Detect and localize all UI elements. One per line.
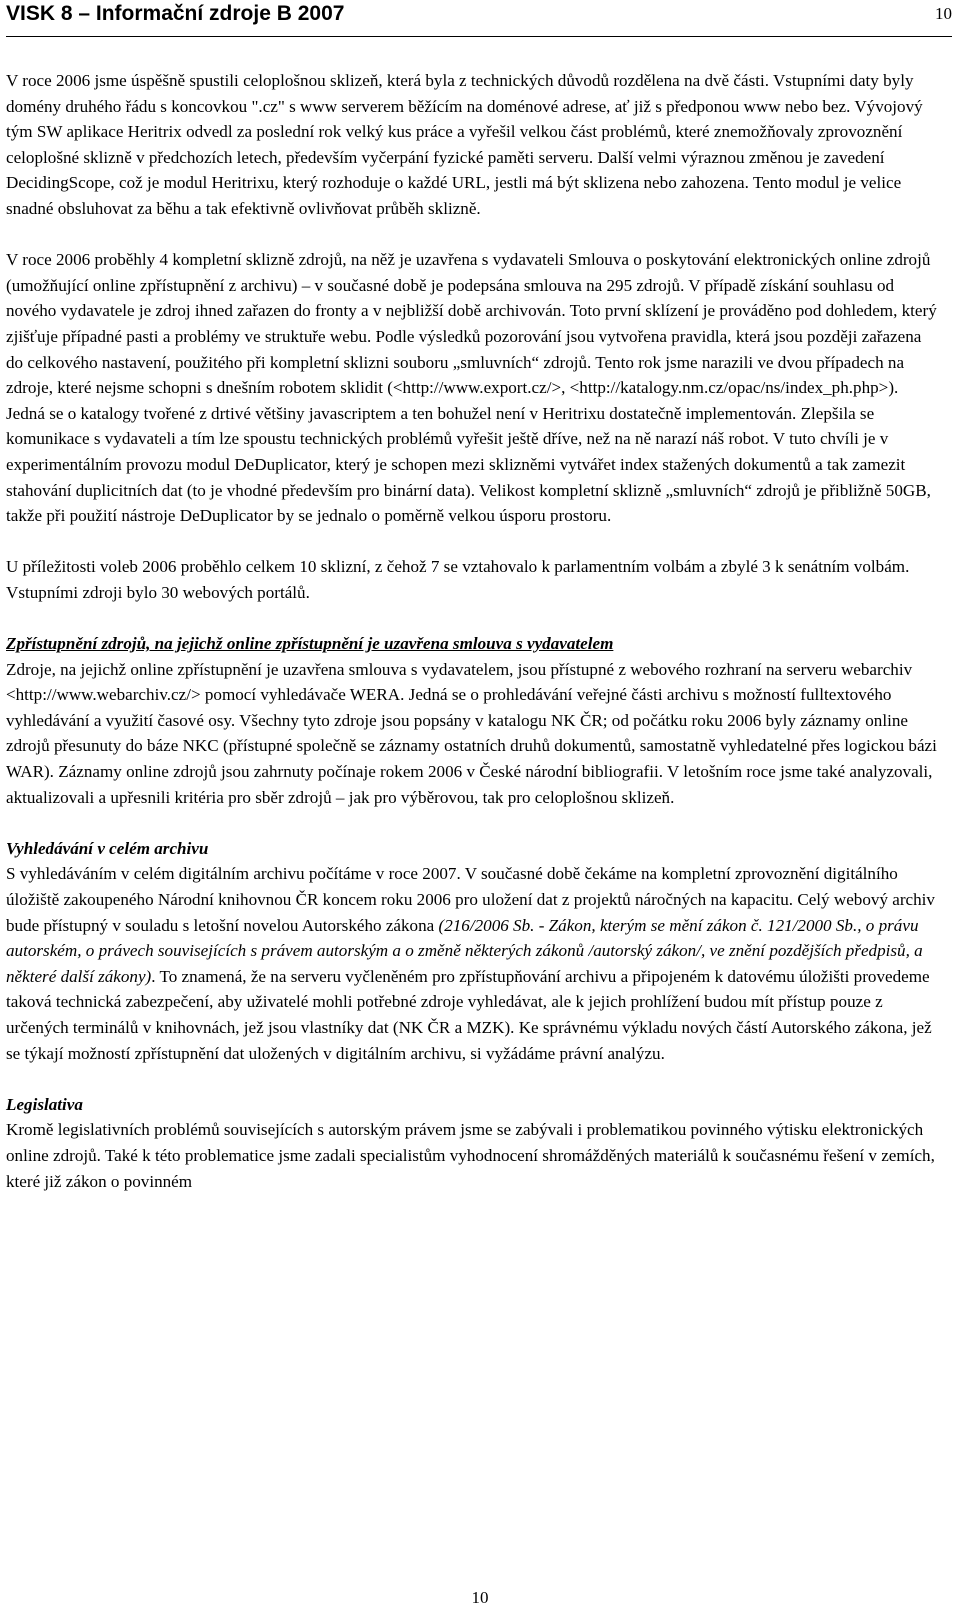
vyhledavani-text-a: S vyhledáváním v celém digitálním archivu počítáme v roce 2007. V současné době čekáme na kompletní zprovoznění digitálního úložiště zakoupeného Národní knihovnou ČR koncem roku 2006 pro uložení dat z projektů náročných na kapacitu. Celý webový archiv bude přístupný v souladu s letošní novelou Autorského zákona (6, 864, 935, 935)
section-heading-zpristupneni: Zpřístupnění zdrojů, na jejichž online zpřístupnění je uzavřena smlouva s vydavatelem (6, 634, 614, 654)
vyhledavani-text-b: . To znamená, že na serveru vyčleněném pro zpřístupňování archivu a připojeném k datovému úložišti provedeme taková technická zabezpečení, aby uživatelé mohli potřebné zdroje vyhledávat, ale k jejich prohlížení budou mít přístup pouze z určených terminálů v knihovnách, jež jsou vlastníky dat (NK ČR a MZK). Ke správnému výkladu nových částí Autorského zákona, jež se týkají možností zpřístupnění dat uložených v digitálním archivu, si vyžádáme právní analýzu. (6, 966, 932, 1063)
section-heading-vyhledavani: Vyhledávání v celém archivu (6, 838, 209, 858)
footer-page-number: 10 (471, 1588, 489, 1607)
page-header (6, 0, 952, 37)
paragraph-volby-2006: U příležitosti voleb 2006 proběhlo celkem 10 sklizní, z čehož 7 se vztahovalo k parlamentním volbám a zbylé 3 k senátním volbám. Vstupními zdroji bylo 30 webových portálů. (6, 557, 910, 602)
section-body-legislativa: Kromě legislativních problémů souvisejících s autorským právem jsme se zabývali i problematikou povinného výtisku elektronických online zdrojů. Také k této problematice jsme zadali specialistům vyhodnocení shromážděných materiálů k současnému řešení v zemích, které již zákon o povinném (6, 1120, 935, 1191)
section-heading-legislativa: Legislativa (6, 1094, 83, 1114)
header-page-number: 10 (935, 4, 952, 23)
paragraph-celoplosna-sklizen: V roce 2006 jsme úspěšně spustili celoplošnou sklizeň, která byla z technických důvodů rozdělena na dvě části. Vstupními daty byly domény druhého řádu s koncovkou ".cz" s www serverem běžícím na doménové adrese, ať již s předponou www nebo bez. Vývojový tým SW aplikace Heritrix odvedl za poslední rok velký kus práce a vyřešil velkou část problémů, které znemožňovaly zprovoznění celoplošné sklizně v předchozích letech, především vyčerpání fyzické paměti serveru. Další velmi výraznou změnou je zavedení DecidingScope, což je modul Heritrixu, který rozhoduje o každé URL, jestli má být sklizena nebo zahozena. Tento modul je velice snadné obsluhovat za běhu a tak efektivně ovlivňovat průběh sklizně. (6, 71, 923, 218)
vyhledavani-law-citation: (216/2006 Sb. - Zákon, kterým se mění zákon č. 121/2000 Sb., o právu autorském, o právech souvisejících s právem autorským a o změně některých zákonů /autorský zákon/, ve znění pozdějších předpisů, a některé další zákony) (6, 915, 923, 986)
section-body-vyhledavani (6, 861, 938, 1066)
document-body (6, 68, 938, 1194)
paragraph-smluvni-zdroje: V roce 2006 proběhly 4 kompletní sklizně zdrojů, na něž je uzavřena s vydavateli Smlouva o poskytování elektronických online zdrojů (umožňující online zpřístupnění z archivu) – v současné době je podepsána smlouva na 295 zdrojů. V případě získání souhlasu od nového vydavatele je zdroj ihned zařazen do fronty a v nejbližší době archivován. Toto první sklízení je prováděno pod dohledem, který zjišťuje případné pasti a problémy ve struktuře webu. Podle výsledků pozorování jsou vytvořena pravidla, která jsou později zařazena do celkového nastavení, použitého při kompletní sklizni souboru „smluvních“ zdrojů. Tento rok jsme narazili ve dvou případech na zdroje, které nejsme schopni s dnešním robotem sklidit (<http://www.export.cz/>, <http://katalogy.nm.cz/opac/ns/index_ph.php>). Jedná se o katalogy tvořené z drtivé většiny javascriptem a ten bohužel není v Heritrixu dostatečně implementován. Zlepšila se komunikace s vydavateli a tím lze spoustu technických problémů vyřešit ještě dříve, než na ně narazí náš robot. V tuto chvíli je v experimentálním provozu modul DeDuplicator, který je schopen mezi sklizněmi vytvářet index stažených dokumentů a tak zamezit stahování duplicitních dat (to je vhodné především pro binární data). Velikost kompletní sklizně „smluvních“ zdrojů je přibližně 50GB, takže při použití nástroje DeDuplicator by se jednalo o poměrně velkou úsporu prostoru. (6, 250, 937, 526)
header-title: VISK 8 – Informační zdroje B 2007 (6, 2, 345, 25)
section-body-zpristupneni: Zdroje, na jejichž online zpřístupnění je uzavřena smlouva s vydavatelem, jsou přístupné z webového rozhraní na serveru webarchiv <http://www.webarchiv.cz/> pomocí vyhledávače WERA. Jedná se o prohledávání veřejné části archivu s možností fulltextového vyhledávání a využití časové osy. Všechny tyto zdroje jsou popsány v katalogu NK ČR; od počátku roku 2006 byly záznamy online zdrojů přesunuty do báze NKC (přístupné společně se záznamy ostatních druhů dokumentů, samostatně vyhledatelné přes logickou bázi WAR). Záznamy online zdrojů jsou zahrnuty počínaje rokem 2006 v České národní bibliografii. V letošním roce jsme také analyzovali, aktualizovali a upřesnili kritéria pro sběr zdrojů – jak pro výběrovou, tak pro celoplošnou sklizeň. (6, 659, 937, 807)
